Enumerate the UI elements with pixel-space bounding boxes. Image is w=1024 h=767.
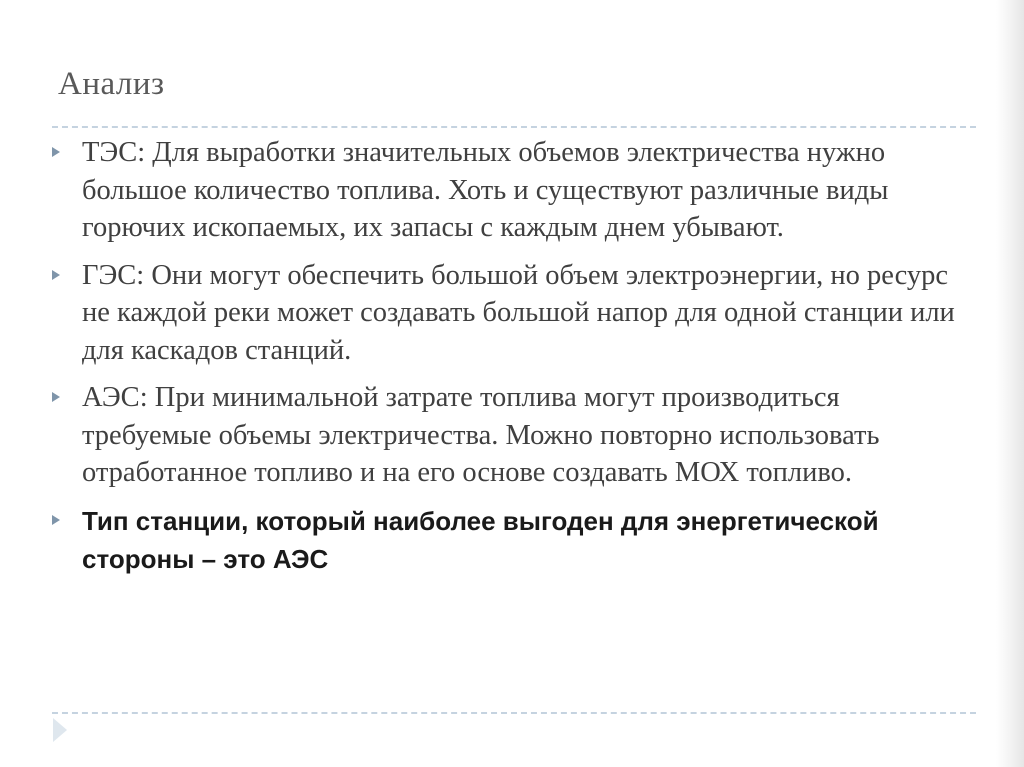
bullet-arrow-icon — [52, 515, 60, 525]
footer-triangle-icon — [53, 718, 67, 742]
bullet-list — [52, 134, 972, 588]
bullet-text: АЭС: При минимальной затрате топлива могут производиться требуемые объемы электричества. Можно повторно использовать отработанное топливо и на его основе создавать МОХ топливо. — [82, 382, 880, 488]
bullet-text: ТЭС: Для выработки значительных объемов электричества нужно большое количество топлива. Хоть и существуют различные виды горючих ископаемых, их запасы с каждым днем убывают. — [82, 137, 889, 243]
bullet-arrow-icon — [52, 270, 60, 280]
slide-title: Анализ — [58, 66, 165, 102]
bullet-item-ges — [52, 257, 972, 370]
bullet-arrow-icon — [52, 147, 60, 157]
bullet-arrow-icon — [52, 392, 60, 402]
bullet-text: Тип станции, который наиболее выгоден для энергетической стороны – это АЭС — [82, 505, 879, 574]
footer-divider — [52, 712, 976, 714]
bullet-item-tes — [52, 134, 972, 247]
title-divider — [52, 126, 976, 128]
bullet-text: ГЭС: Они могут обеспечить большой объем электроэнергии, но ресурс не каждой реки может создавать большой напор для одной станции или для каскадов станций. — [82, 259, 955, 366]
bullet-item-conclusion — [52, 502, 972, 578]
bullet-item-aes — [52, 379, 972, 492]
